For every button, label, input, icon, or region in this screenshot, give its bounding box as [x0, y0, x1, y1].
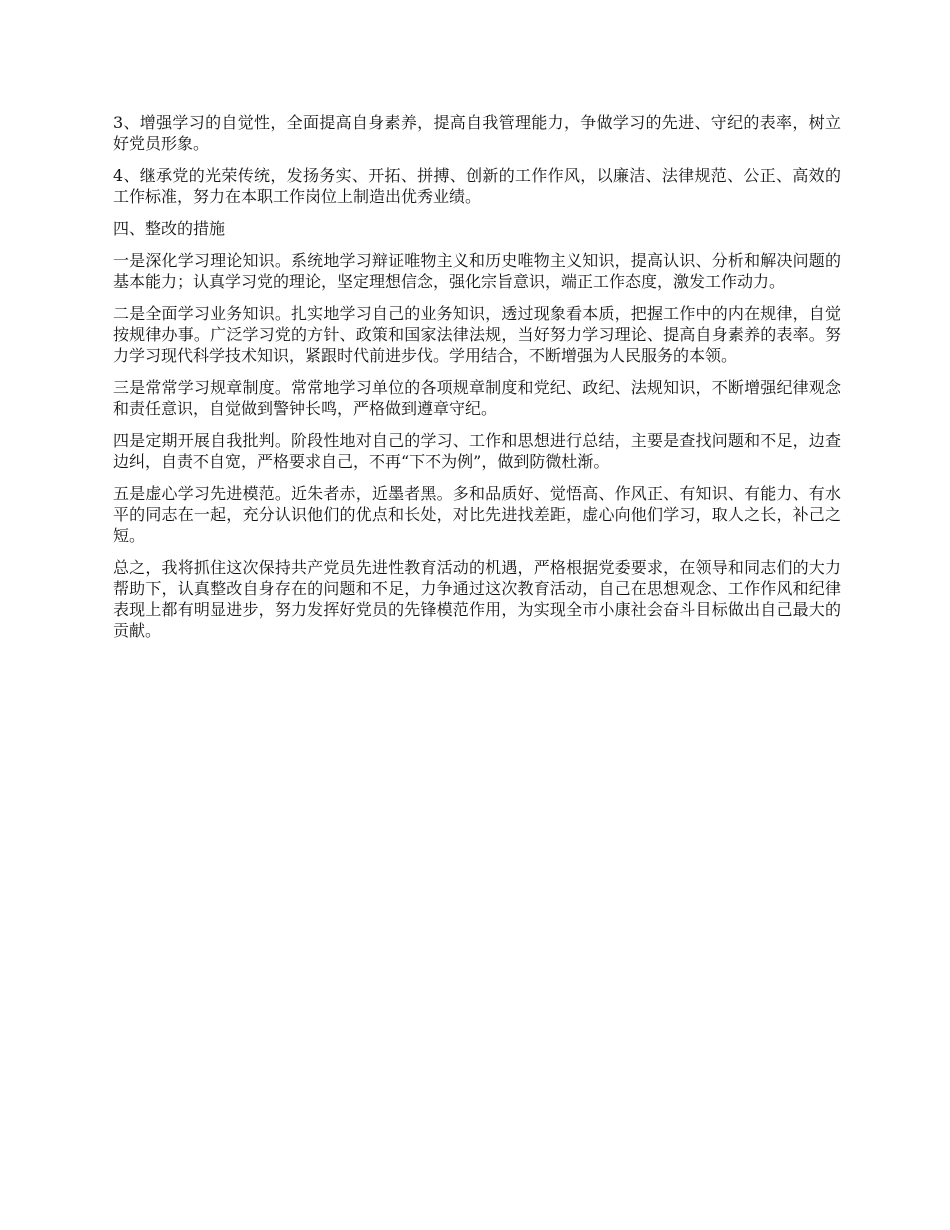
measure-3: 三是常常学习规章制度。常常地学习单位的各项规章制度和党纪、政纪、法规知识，不断增强纪律观念和责任意识，自觉做到警钟长鸣，严格做到遵章守纪。: [113, 378, 841, 418]
measure-5: 五是虚心学习先进模范。近朱者赤，近墨者黑。多和品质好、觉悟高、作风正、有知识、有能力、有水平的同志在一起，充分认识他们的优点和长处，对比先进找差距，虚心向他们学习，取人之长，补己之短。: [113, 484, 841, 545]
measure-4: 四是定期开展自我批判。阶段性地对自己的学习、工作和思想进行总结，主要是查找问题和不足，边查边纠，自责不自宽，严格要求自己，不再“下不为例”，做到防微杜渐。: [113, 431, 841, 471]
section-heading: 四、整改的措施: [113, 219, 226, 238]
measure-2: 二是全面学习业务知识。扎实地学习自己的业务知识，透过现象看本质，把握工作中的内在规律，自觉按规律办事。广泛学习党的方针、政策和国家法律法规，当好努力学习理论、提高自身素养的表率。努力学习现代科学技术知识，紧跟时代前进步伐。学用结合，不断增强为人民服务的本领。: [113, 304, 841, 365]
document-body: [113, 112, 841, 652]
measure-1: 一是深化学习理论知识。系统地学习辩证唯物主义和历史唯物主义知识，提高认识、分析和解决问题的基本能力；认真学习党的理论，坚定理想信念，强化宗旨意识，端正工作态度，激发工作动力。: [113, 251, 841, 291]
paragraph-4: 4、继承党的光荣传统，发扬务实、开拓、拼搏、创新的工作作风，以廉洁、法律规范、公正、高效的工作标准，努力在本职工作岗位上制造出优秀业绩。: [113, 166, 841, 206]
conclusion-paragraph: 总之，我将抓住这次保持共产党员先进性教育活动的机遇，严格根据党委要求，在领导和同志们的大力帮助下，认真整改自身存在的问题和不足，力争通过这次教育活动，自己在思想观念、工作作风和纪律表现上都有明显进步，努力发挥好党员的先锋模范作用，为实现全市小康社会奋斗目标做出自己最大的贡献。: [113, 558, 841, 640]
paragraph-3: 3、增强学习的自觉性，全面提高自身素养，提高自我管理能力，争做学习的先进、守纪的表率，树立好党员形象。: [113, 113, 841, 153]
